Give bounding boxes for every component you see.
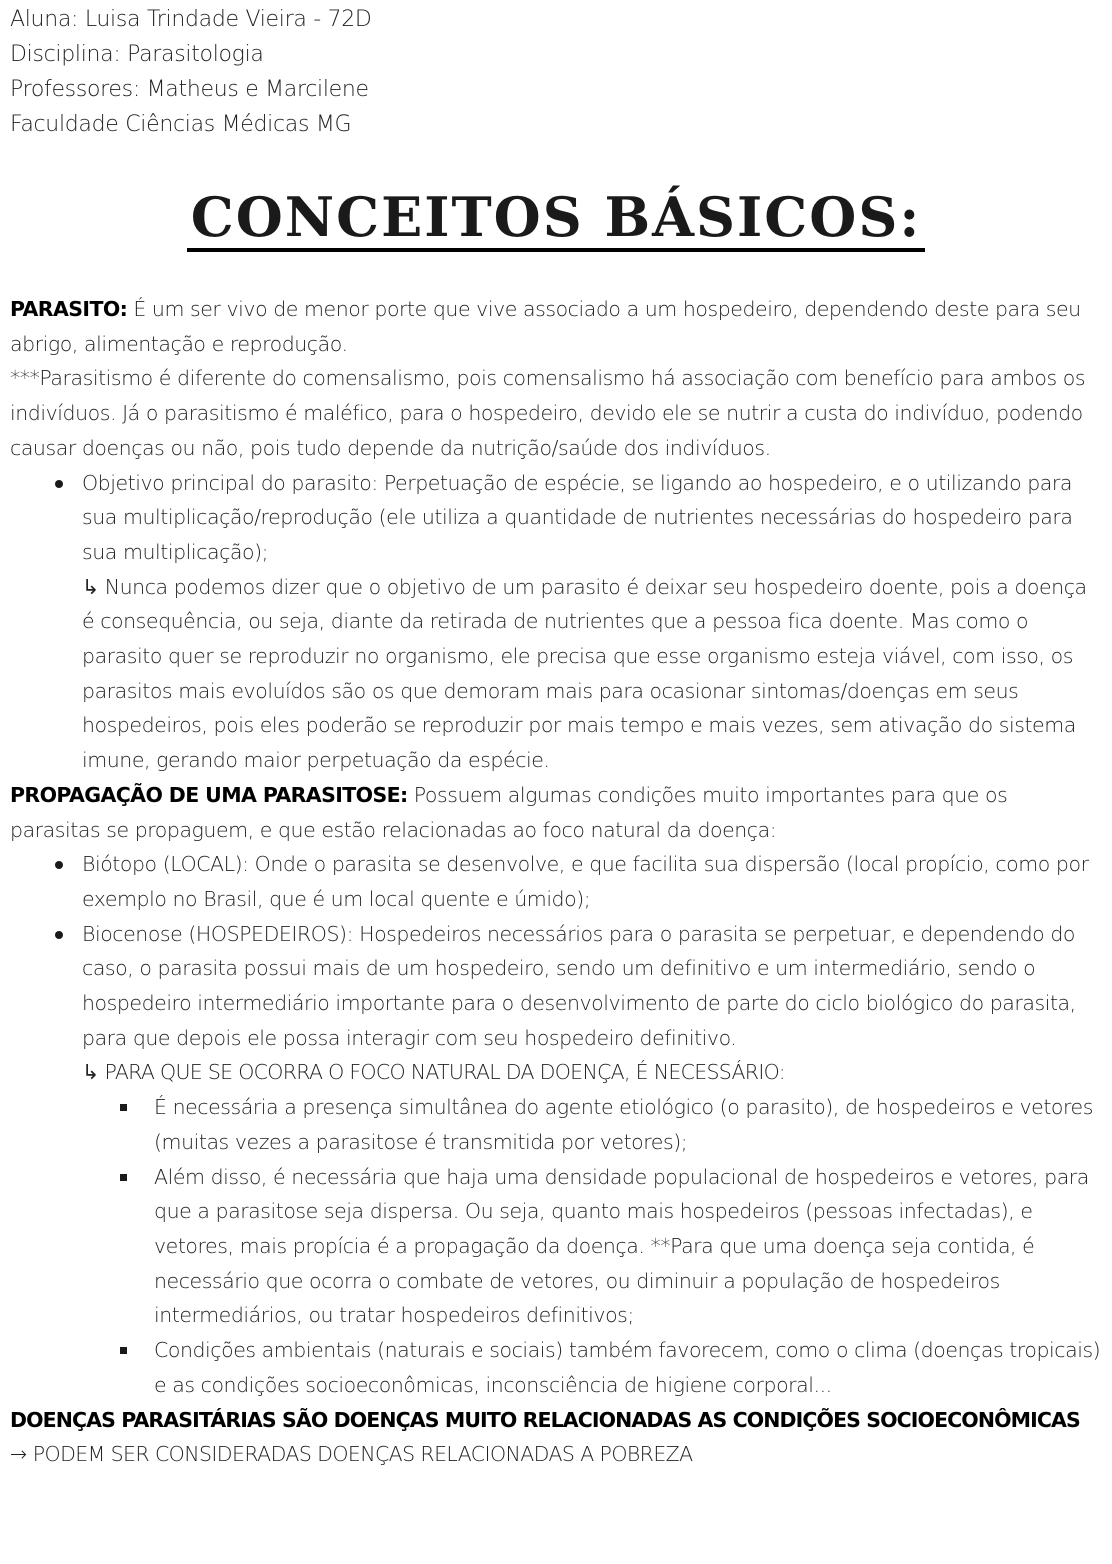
- propagacao-list: [10, 847, 1102, 1402]
- conclusion-rest: PODEM SER CONSIDERADAS DOENÇAS RELACIONADAS A POBREZA: [32, 1442, 693, 1467]
- hook-arrow-icon: ↳: [82, 574, 99, 599]
- foco-natural-heading: [82, 1055, 1102, 1090]
- page-title: CONCEITOS BÁSICOS:: [187, 186, 926, 252]
- student-name: Aluna: Luisa Trindade Vieira - 72D: [10, 7, 372, 32]
- objective-subnote-text: Nunca podemos dizer que o objetivo de um parasito é deixar seu hospedeiro doente, pois a doença é consequência, ou seja, diante da retirada de nutrientes que a pessoa fica doente. Mas como o parasito quer se reproduzir no organismo, ele precisa que esse organismo esteja viável, com isso, os parasitos mais evoluídos são os que demoram mais para ocasionar sintomas/doenças em seus hospedeiros, pois eles poderão se reproduzir por mais tempo e mais vezes, sem ativação do sistema imune, gerando maior perpetuação da espécie.: [82, 574, 1087, 773]
- header-info: [10, 2, 372, 142]
- list-item: Além disso, é necessária que haja uma densidade populacional de hospedeiros e vetores, para que a parasitose seja dispersa. Ou seja, quanto mais hospedeiros (pessoas infectadas), e vetores, mais propícia é a propagação da doença. **Para que uma doença seja contida, é necessário que ocorra o combate de vetores, ou diminuir a população de hospedeiros intermediários, ou tratar hospedeiros definitivos;: [82, 1160, 1102, 1334]
- foco-natural-list: [82, 1090, 1102, 1402]
- biotopo-text: Biótopo (LOCAL): Onde o parasita se desenvolve, e que facilita sua dispersão (local propício, como por exemplo no Brasil, que é um local quente e úmido);: [82, 852, 1089, 911]
- list-item: Condições ambientais (naturais e sociais) também favorecem, como o clima (doenças tropicais) e as condições socioeconômicas, inconsciência de higiene corporal...: [82, 1333, 1102, 1402]
- page-title-wrapper: [0, 182, 1112, 252]
- parasito-definition: [10, 292, 1102, 361]
- objective-text: Objetivo principal do parasito: Perpetuação de espécie, se ligando ao hospedeiro, e o utilizando para sua multiplicação/reprodução (ele utiliza a quantidade de nutrientes necessárias do hospedeiro para sua multiplicação);: [82, 470, 1073, 564]
- parasito-list: [10, 466, 1102, 778]
- propagacao-intro: [10, 778, 1102, 847]
- conclusion: [10, 1403, 1102, 1472]
- discipline: Disciplina: Parasitologia: [10, 42, 264, 67]
- list-item: [10, 466, 1102, 778]
- school: Faculdade Ciências Médicas MG: [10, 112, 352, 137]
- propagacao-label: PROPAGAÇÃO DE UMA PARASITOSE:: [10, 782, 408, 807]
- parasitismo-note: ***Parasitismo é diferente do comensalismo, pois comensalismo há associação com benefício para ambos os indivíduos. Já o parasitismo é maléfico, para o hospedeiro, devido ele se nutrir a custa do indivíduo, podendo causar doenças ou não, pois tudo depende da nutrição/saúde dos indivíduos.: [10, 366, 1086, 460]
- list-item: [10, 847, 1102, 916]
- objective-subnote: [82, 570, 1102, 778]
- teachers: Professores: Matheus e Marcilene: [10, 77, 369, 102]
- hook-arrow-icon: ↳: [82, 1060, 99, 1085]
- parasito-label: PARASITO:: [10, 297, 128, 321]
- notes-body: [10, 292, 1102, 1472]
- right-arrow-icon: →: [10, 1442, 33, 1467]
- list-item: É necessária a presença simultânea do agente etiológico (o parasito), de hospedeiros e vetores (muitas vezes a parasitose é transmitida por vetores);: [82, 1090, 1102, 1159]
- conclusion-bold: DOENÇAS PARASITÁRIAS SÃO DOENÇAS MUITO RELACIONADAS AS CONDIÇÕES SOCIOECONÔMICAS: [10, 1407, 1080, 1432]
- biocenose-text: Biocenose (HOSPEDEIROS): Hospedeiros necessários para o parasita se perpetuar, e dependendo do caso, o parasita possui mais de um hospedeiro, sendo um definitivo e um intermediário, sendo o hospedeiro intermediário importante para o desenvolvimento de parte do ciclo biológico do parasita, para que depois ele possa interagir com seu hospedeiro definitivo.: [82, 921, 1076, 1050]
- foco-natural-title: PARA QUE SE OCORRA O FOCO NATURAL DA DOENÇA, É NECESSÁRIO:: [104, 1060, 785, 1085]
- parasito-definition-text: É um ser vivo de menor porte que vive associado a um hospedeiro, dependendo deste para seu abrigo, alimentação e reprodução.: [10, 297, 1081, 356]
- propagacao-intro-text: Possuem algumas condições muito importantes para que os parasitas se propaguem, e que estão relacionadas ao foco natural da doença:: [10, 782, 1008, 842]
- list-item: [10, 917, 1102, 1403]
